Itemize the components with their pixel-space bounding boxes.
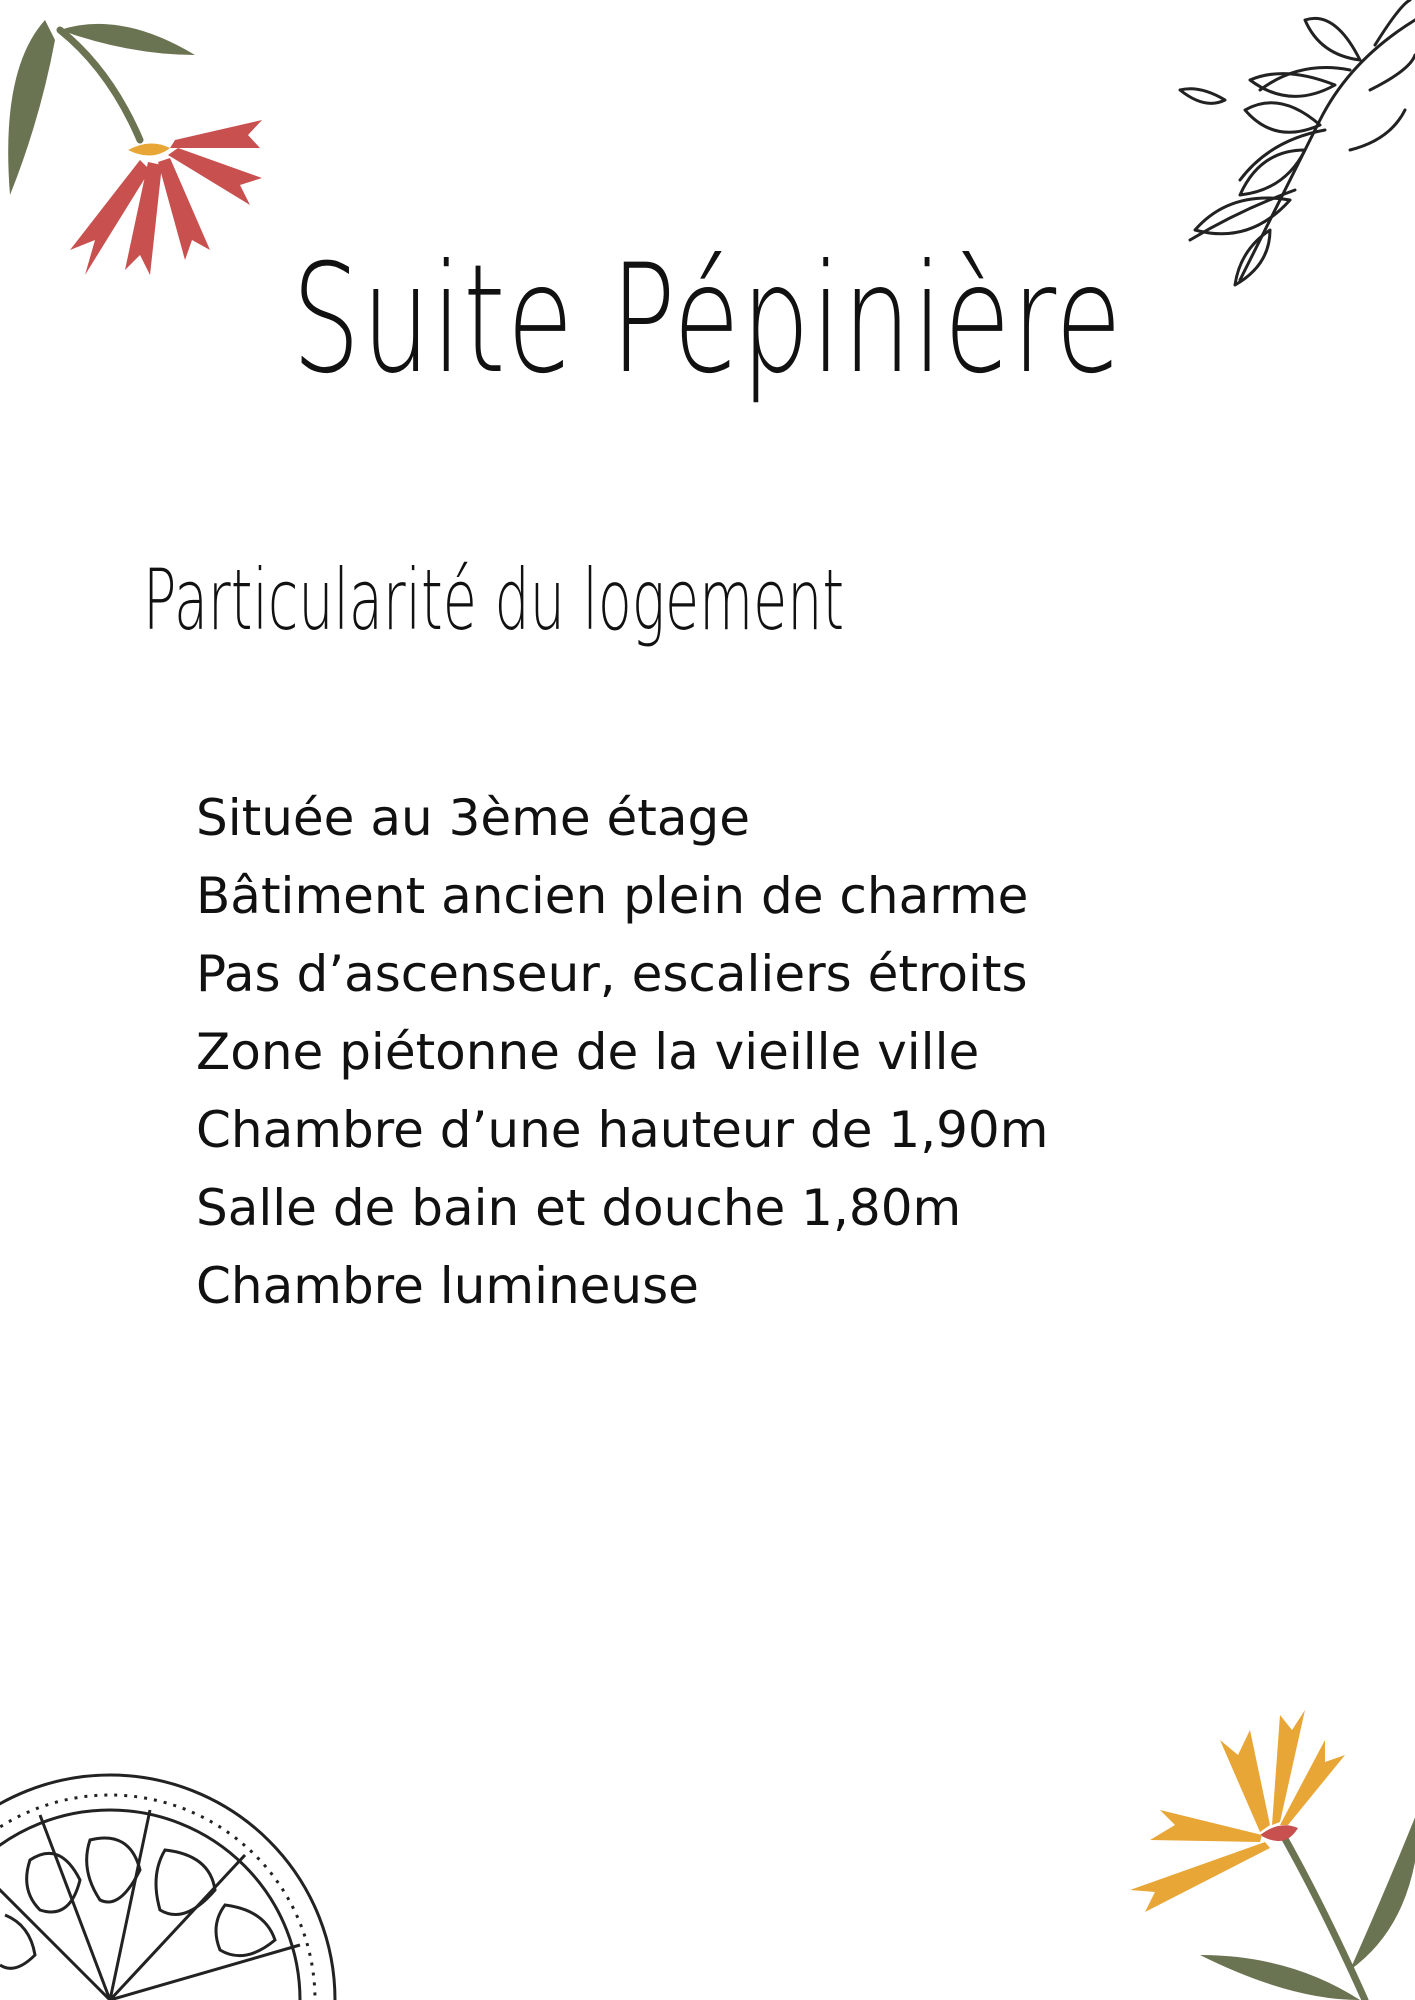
orange-flower-illustration: [1120, 1700, 1415, 2000]
section-heading: Particularité du logement: [143, 551, 845, 649]
citrus-slice-illustration: [0, 1680, 350, 2000]
list-item: Pas d’ascenseur, escaliers étroits: [196, 945, 1028, 1003]
list-item: Chambre d’une hauteur de 1,90m: [196, 1101, 1049, 1159]
list-item: Zone piétonne de la vieille ville: [196, 1023, 980, 1081]
list-item: Située au 3ème étage: [196, 789, 751, 847]
feature-list: [196, 779, 1048, 1325]
list-item: Chambre lumineuse: [196, 1257, 699, 1315]
page-title: Suite Pépinière: [291, 233, 1124, 407]
list-item: Bâtiment ancien plein de charme: [196, 867, 1029, 925]
list-item: Salle de bain et douche 1,80m: [196, 1179, 962, 1237]
